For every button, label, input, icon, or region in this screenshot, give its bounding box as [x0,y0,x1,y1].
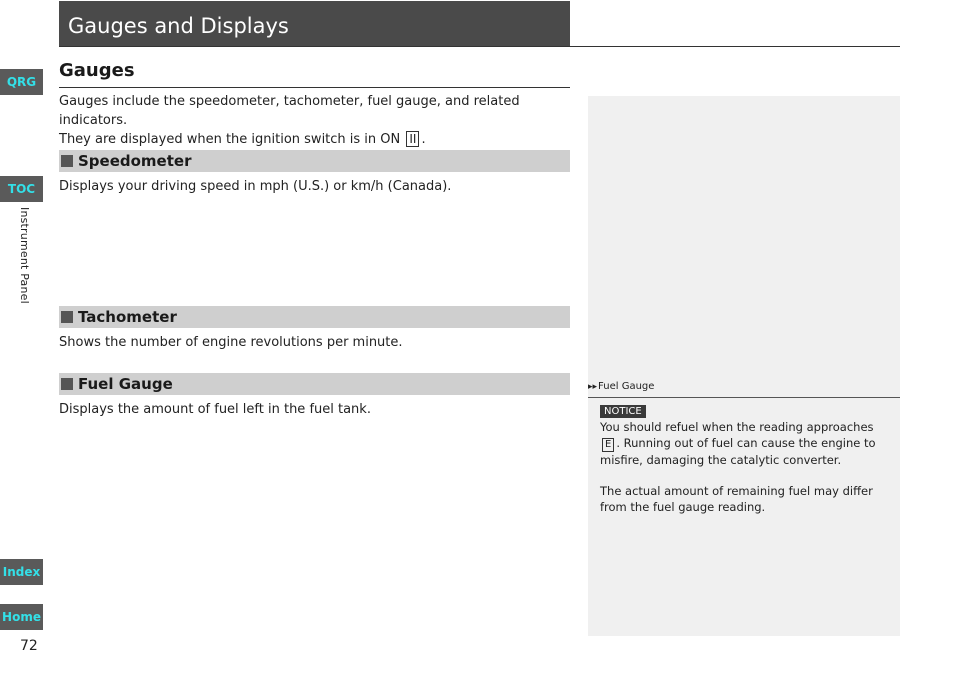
fuel-gauge-heading [59,373,570,395]
notice-text-3: Running out of fuel can cause the engine to misfire, damaging the catalytic converter. [600,436,876,467]
ignition-on-symbol: II [406,131,419,147]
page-title: Gauges and Displays [59,1,570,47]
square-bullet-icon [61,378,73,390]
square-bullet-icon [61,311,73,323]
index-button[interactable]: Index [0,559,43,585]
tachometer-heading [59,306,570,328]
fuel-gauge-heading-text: Fuel Gauge [78,375,173,393]
title-divider [59,46,900,47]
notice-text-1: You should refuel when the reading approaches [600,420,874,434]
speedometer-text: Displays your driving speed in mph (U.S.) or km/h (Canada). [59,179,452,194]
section-heading: Gauges [59,60,570,88]
intro-text-1: Gauges include the speedometer, tachometer, fuel gauge, and related indicators. [59,94,520,128]
reference-heading-text: Fuel Gauge [598,381,655,392]
tachometer-text: Shows the number of engine revolutions per minute. [59,335,403,350]
section-intro [59,92,579,149]
tachometer-heading-text: Tachometer [78,308,177,326]
notice-text [600,419,892,468]
empty-symbol: E [602,438,614,452]
fuel-variance-text: The actual amount of remaining fuel may differ from the fuel gauge reading. [600,484,873,514]
toc-button[interactable]: TOC [0,176,43,202]
home-button[interactable]: Home [0,604,43,630]
notice-text-2: . [616,436,620,450]
square-bullet-icon [61,155,73,167]
sidebar-panel [588,96,900,636]
chapter-label: Instrument Panel [18,207,31,304]
speedometer-heading-text: Speedometer [78,152,192,170]
reference-arrow-icon: ▸▸ [588,382,598,392]
intro-text-2: They are displayed when the ignition switch is in ON [59,132,401,147]
page-number: 72 [20,638,38,654]
notice-badge: NOTICE [600,405,646,418]
intro-text-end: . [421,132,426,147]
fuel-gauge-text: Displays the amount of fuel left in the fuel tank. [59,402,371,417]
speedometer-heading [59,150,570,172]
qrg-button[interactable]: QRG [0,69,43,95]
fuel-gauge-reference[interactable] [588,381,900,398]
